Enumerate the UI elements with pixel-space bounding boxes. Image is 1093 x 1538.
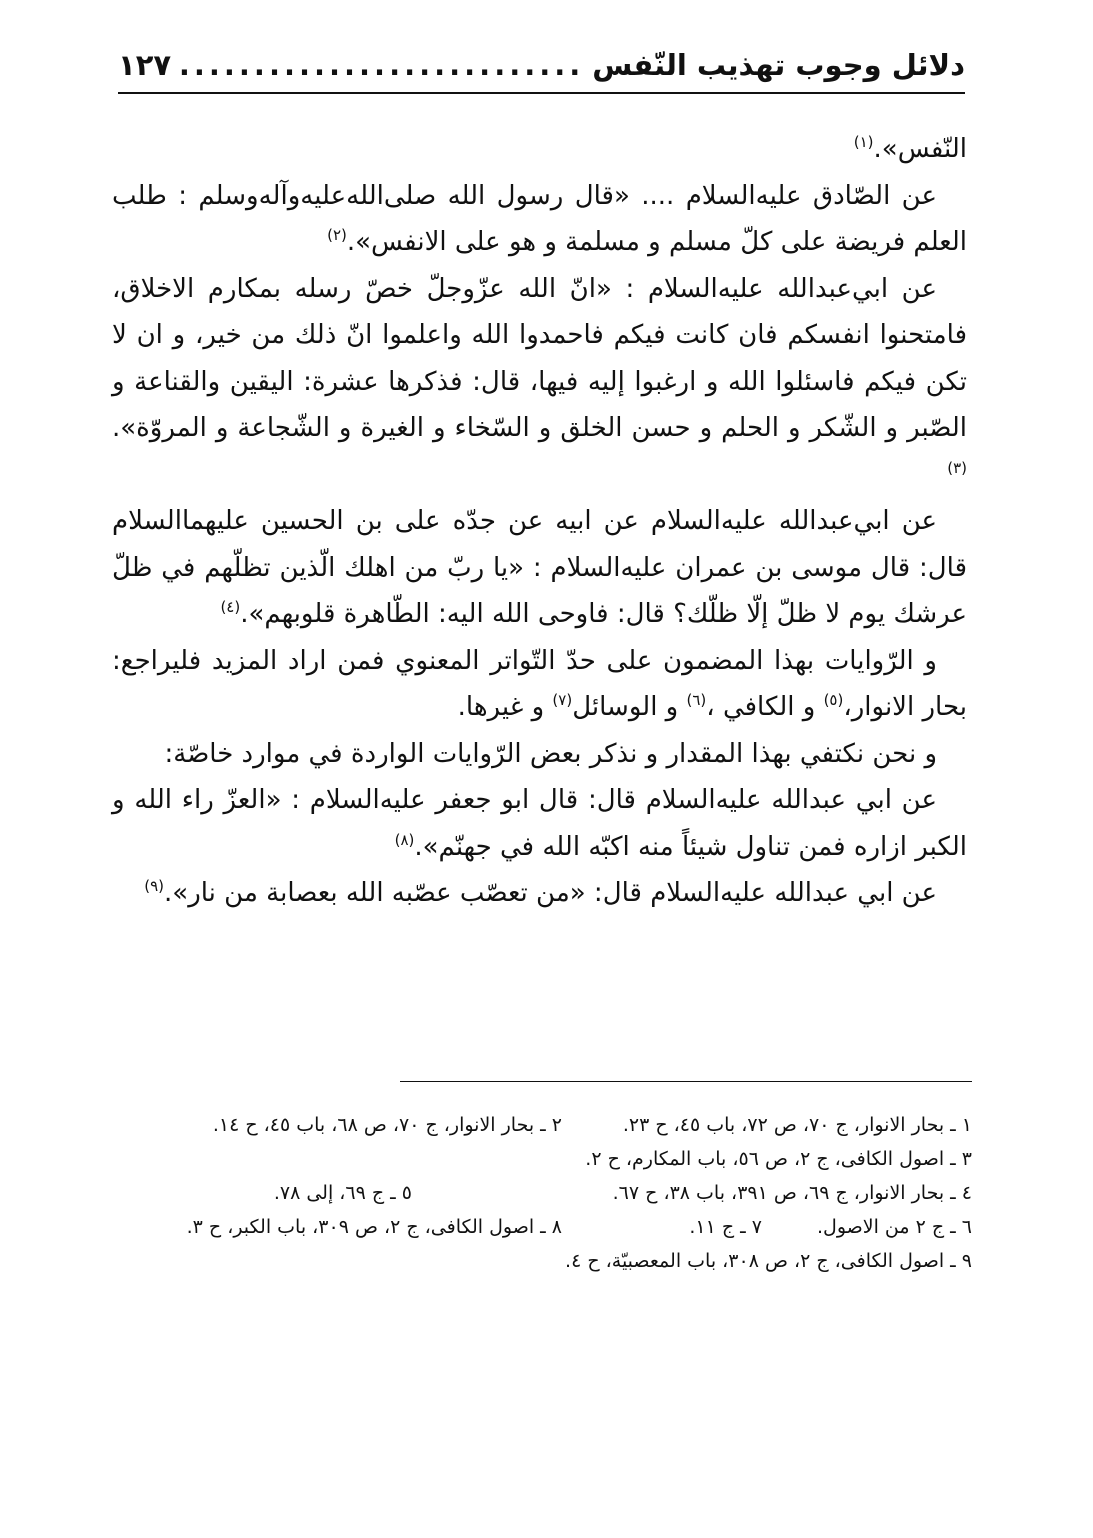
- footnote-row: [150, 1142, 972, 1176]
- footnote-1: ١ ـ بحار الانوار، ج ٧٠، ص ٧٢، باب ٤٥، ح ٢٣.: [622, 1114, 972, 1136]
- paragraph-8: عن ابي عبدالله عليه‌السلام قال: «من تعصّب عصّبه الله بعصابة من نار».$^{(۹)}$: [144, 877, 937, 908]
- footnotes: [150, 1108, 972, 1278]
- footnote-row: [150, 1176, 972, 1210]
- footnote-ref-4: (٤): [220, 598, 241, 616]
- paragraph-4: عن ابي‌عبدالله عليه‌السلام عن ابيه عن جدّه على بن الحسين عليهما‌السلام قال: قال موسى بن عمران عليه‌السلام : «يا ربّ من اهلك الّذين تظلّهم في ظلّ عرشك يوم لا ظلّ إلّا ظلّك؟ قال: فاوحى الله اليه: الطّاهرة قلوبهم».$^{(٤)}$: [112, 506, 967, 629]
- header-leader-dots: ...........................: [179, 48, 585, 82]
- footnote-ref-6: (٦): [686, 691, 707, 709]
- body-text: [112, 126, 967, 917]
- header-rule: [118, 92, 965, 94]
- footnote-ref-1: (۱): [853, 133, 874, 151]
- footnote-2: ٢ ـ بحار الانوار، ج ٧٠، ص ٦٨، باب ٤٥، ح ١٤.: [212, 1114, 562, 1136]
- page-number: ۱۲۷: [118, 48, 172, 82]
- footnote-3: ٣ ـ اصول الكافى، ج ٢، ص ٥٦، باب المكارم، ح ٢.: [585, 1148, 972, 1170]
- footnote-ref-7: (۷): [552, 691, 573, 709]
- footnote-5: ٥ ـ ج ٦٩، إلى ٧٨.: [273, 1182, 412, 1204]
- footnote-7: ٧ ـ ج ١١.: [689, 1216, 762, 1238]
- footnote-ref-8: (۸): [394, 830, 415, 849]
- footnote-row: [150, 1244, 972, 1278]
- paragraph-6: و نحن نكتفي بهذا المقدار و نذكر بعض الرّوايات الواردة في موارد خاصّة:: [164, 738, 937, 769]
- paragraph-1: النّفس».$^{(۱)}$: [853, 133, 967, 164]
- footnote-rule: [400, 1081, 972, 1082]
- footnote-6: ٦ ـ ج ٢ من الاصول.: [816, 1216, 972, 1238]
- footnote-9: ٩ ـ اصول الكافى، ج ٢، ص ٣٠٨، باب المعصبيّة، ح ٤.: [565, 1250, 972, 1272]
- header-title: دلائل وجوب تهذيب النّفس: [592, 48, 965, 82]
- footnote-row: [150, 1108, 972, 1142]
- paragraph-5: و الرّوايات بهذا المضمون على حدّ التّواتر المعنوي فمن اراد المزيد فليراجع: بحار الانوار،$^{(٥)}$ و الكافي ،$^{(٦)}$ و الوسائل$^{(۷)}$ و غيرها.: [112, 645, 967, 722]
- footnote-ref-2: (۲): [327, 226, 347, 244]
- footnote-row: [150, 1210, 972, 1244]
- paragraph-3: عن ابي‌عبدالله عليه‌السلام : «انّ الله عزّوجلّ خصّ رسله بمكارم الاخلاق، فامتحنوا انفسكم فان كانت فيكم فاحمدوا الله واعلموا انّ ذلك من خير، و ان لا تكن فيكم فاسئلوا الله و ارغبوا إليه فيها، قال: فذكرها عشرة: اليقين والقناعة و الصّبر و الشّكر و الحلم و حسن الخلق و السّخاء و الغيرة و الشّجاعة و المروّة».$^{(۳)}$: [112, 273, 967, 477]
- paragraph-2: عن الصّادق عليه‌السلام .... «قال رسول الله صلى‌الله‌عليه‌وآله‌وسلم : طلب العلم فريضة على كلّ مسلم و مسلمة و هو على الانفس».$^{(۲)}$: [112, 180, 967, 257]
- paragraph-7: عن ابي عبدالله عليه‌السلام قال: قال ابو جعفر عليه‌السلام : «العزّ راء الله و الكبر ازاره فمن تناول شيئاً منه اكبّه الله في جهنّم».$^{(۸)}$: [112, 785, 967, 862]
- footnote-ref-3: (۳): [947, 458, 967, 477]
- running-header: [118, 40, 965, 90]
- footnote-4: ٤ ـ بحار الانوار، ج ٦٩، ص ٣٩١، باب ٣٨، ح ٦٧.: [612, 1182, 972, 1204]
- footnote-8: ٨ ـ اصول الكافى، ج ٢، ص ٣٠٩، باب الكبر، ح ٣.: [186, 1216, 562, 1238]
- footnote-ref-5: (٥): [823, 691, 844, 709]
- footnote-ref-9: (۹): [144, 877, 165, 895]
